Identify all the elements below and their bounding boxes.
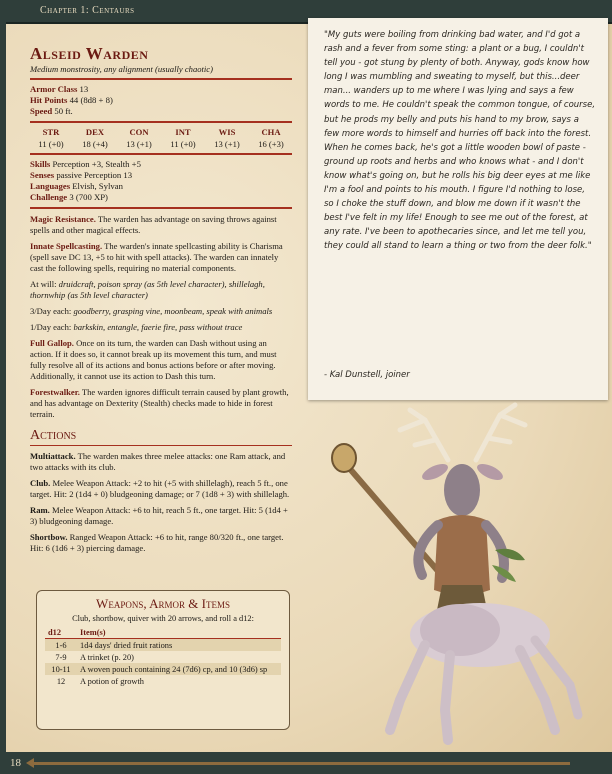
- table-header: d12 Item(s): [45, 627, 281, 639]
- table-row: 7-9 A trinket (p. 20): [55, 652, 134, 662]
- action-ram: Ram. Melee Weapon Attack: +6 to hit, reach 5 ft., one target. Hit: 5 (1d4 + 3) bludgeoning damage.: [30, 505, 288, 526]
- spells-at-will: At will: druidcraft, poison spray (as 5th level character), shillelagh, thornwhip (as 5th level character): [30, 279, 265, 300]
- creature-type: Medium monstrosity, any alignment (usually chaotic): [30, 64, 213, 74]
- languages: Languages Elvish, Sylvan: [30, 181, 123, 191]
- trait-magic-resistance: Magic Resistance. The warden has advantage on saving throws against spells and other magical effects.: [30, 214, 277, 235]
- actions-heading: Actions: [30, 428, 292, 446]
- ability-headers: STR DEX CON INT WIS CHA: [42, 127, 281, 137]
- quote-text: "My guts were boiling from drinking bad water, and I'd got a rash and a fever from some sting: a plant or a bug, I couldn't tell you - got stung by plenty of both. Anyway, gods know how long I was mumbling and sweating to myself, but this...deer man... wanders up to me where I was lying and says a few words to me. He couldn't speak the common tongue, of course, but he prods my belly and puts his hand to my brow, says a few more words to himself and hurries off back into the forest. When he comes back, he's got a little wooden bowl of paste - ground up roots and herbs and who knows what - and I don't know what's going on, but he rolls his big deer eyes at me like I'm a fool and points to his mouth. I figure I'd nothing to lose, so I choke the stuff down, and blow me down if it wasn't the best I've felt in my life! Enough to see me out of the forest, at any rate. I've been to apothecaries since, and let me tell you, they could all stand to learn a thing or two from the deer folk.": [324, 30, 596, 252]
- divider: [30, 153, 292, 155]
- trait-innate-spellcasting: Innate Spellcasting. The warden's innate spellcasting ability is Charisma (spell save DC 13, +5 to hit with spell attacks). The warden can innately cast the following spells, requiring no material components.: [30, 241, 283, 273]
- divider: [30, 78, 292, 80]
- page-edge: [0, 22, 6, 774]
- hit-points: Hit Points 44 (8d8 + 8): [30, 95, 113, 105]
- footer-band: [0, 752, 612, 774]
- items-table-title: Weapons, Armor & Items: [96, 596, 230, 611]
- table-row: 10-11 A woven pouch containing 24 (7d6) cp, and 10 (3d6) sp: [45, 663, 281, 675]
- stat-block: [30, 36, 292, 554]
- quote-signature: - Kal Dunstell, joiner: [324, 370, 410, 380]
- trait-forestwalker: Forestwalker. The warden ignores difficult terrain caused by plant growth, and has advantage on Dexterity (Stealth) checks made to hide in forest terrain.: [30, 387, 289, 419]
- table-row: 12 A potion of growth: [56, 676, 144, 686]
- divider: [30, 207, 292, 209]
- action-shortbow: Shortbow. Ranged Weapon Attack: +6 to hit, range 80/320 ft., one target. Hit: 6 (1d6 + 3) piercing damage.: [30, 532, 284, 553]
- action-club: Club. Melee Weapon Attack: +2 to hit (+5 with shillelagh), reach 5 ft., one target. Hit: 2 (1d4 + 0) bludgeoning damage; or 7 (1d8 + 3) with shillelagh.: [30, 478, 290, 499]
- items-table-intro: Club, shortbow, quiver with 20 arrows, and roll a d12:: [72, 614, 254, 623]
- action-multiattack: Multiattack. The warden makes three melee attacks: one Ram attack, and two attacks with its club.: [30, 451, 286, 472]
- table-row: 1-6 1d4 days' dried fruit rations: [45, 639, 281, 652]
- senses: Senses passive Perception 13: [30, 170, 133, 180]
- page-number: 18: [10, 757, 21, 769]
- trait-full-gallop: Full Gallop. Once on its turn, the warden can Dash without using an action. If it does so, it cannot break up its movement this turn, and must fully resolve all of its actions and bonus actions before or after moving. Additionally, it cannot use its action to Dash this turn.: [30, 338, 277, 381]
- spells-3-day: 3/Day each: goodberry, grasping vine, moonbeam, speak with animals: [30, 306, 273, 316]
- deer-centaur-illustration: [330, 400, 600, 750]
- armor-class: Armor Class 13: [30, 84, 89, 94]
- ability-scores: 11 (+0) 18 (+4) 13 (+1) 11 (+0) 13 (+1) 16 (+3): [38, 139, 284, 149]
- creature-name: Alseid Warden: [30, 44, 149, 63]
- items-table: [45, 627, 281, 687]
- footer-arrow: [30, 762, 570, 765]
- quote-note: [308, 18, 608, 400]
- skills: Skills Perception +3, Stealth +5: [30, 159, 141, 169]
- items-table-box: [36, 590, 290, 730]
- chapter-title: Chapter 1: Centaurs: [40, 5, 135, 16]
- divider: [30, 121, 292, 123]
- challenge: Challenge 3 (700 XP): [30, 192, 108, 202]
- spells-1-day: 1/Day each: barkskin, entangle, faerie fire, pass without trace: [30, 322, 243, 332]
- speed: Speed 50 ft.: [30, 106, 73, 116]
